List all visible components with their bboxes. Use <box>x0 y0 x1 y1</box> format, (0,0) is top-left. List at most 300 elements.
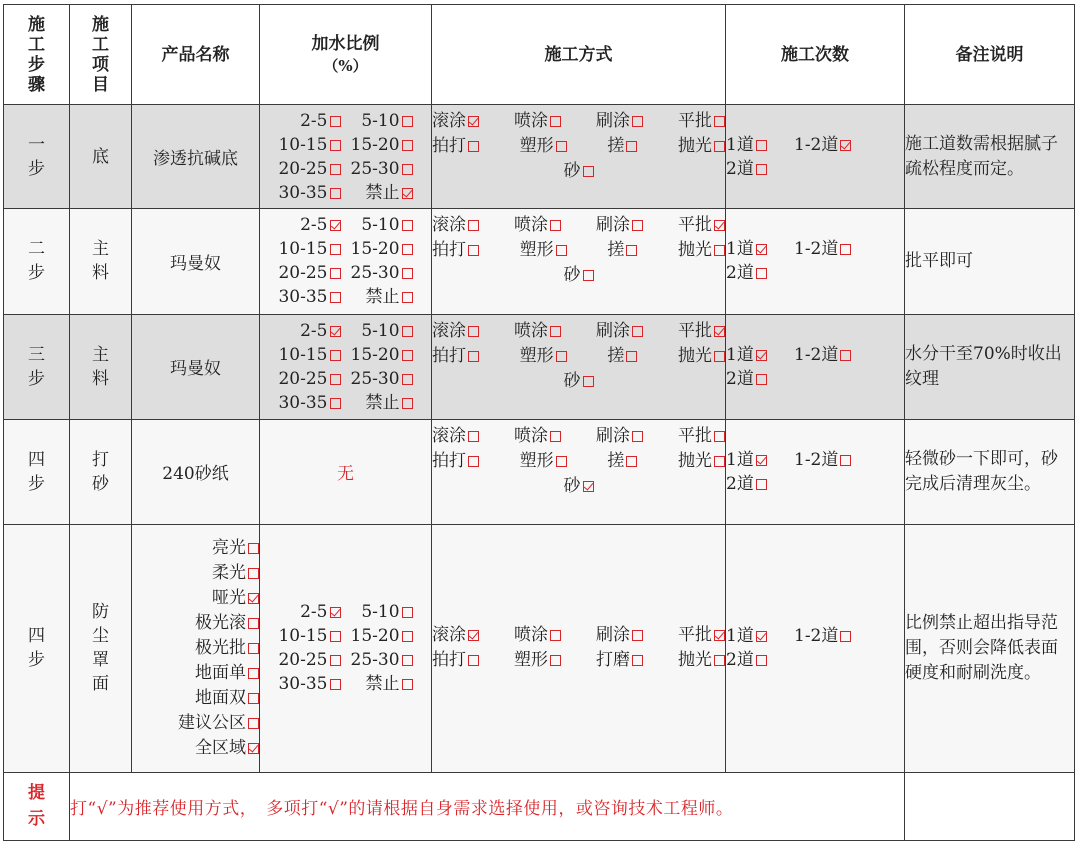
option-label: 10-15 <box>278 134 328 155</box>
empty-checkbox-icon[interactable] <box>330 398 341 409</box>
empty-checkbox-icon[interactable] <box>468 456 479 467</box>
empty-checkbox-icon[interactable] <box>402 268 413 279</box>
product-name: 玛曼奴 <box>170 253 221 274</box>
option <box>726 133 794 157</box>
hint-empty-cell <box>905 772 1075 840</box>
option-label: 打磨 <box>596 650 630 671</box>
option <box>278 183 340 203</box>
option-label: 刷涂 <box>596 425 630 446</box>
option <box>678 238 725 263</box>
empty-checkbox-icon[interactable] <box>402 350 413 361</box>
empty-checkbox-icon[interactable] <box>402 607 413 618</box>
checked-checkbox-icon[interactable] <box>330 326 341 337</box>
option-label: 5-10 <box>361 320 400 341</box>
option-label: 抛光 <box>677 345 712 366</box>
option-label: 20-25 <box>278 263 328 284</box>
option <box>678 134 725 159</box>
option <box>351 369 413 389</box>
step-label: 四步 <box>28 449 45 494</box>
option-label: 30-35 <box>278 392 328 413</box>
ratio-options <box>260 109 431 205</box>
option <box>794 237 851 261</box>
empty-checkbox-icon[interactable] <box>330 268 341 279</box>
empty-checkbox-icon[interactable] <box>550 116 561 127</box>
table-row <box>4 314 1075 419</box>
option <box>678 213 725 238</box>
option <box>366 287 413 307</box>
option <box>564 371 594 391</box>
option <box>726 448 794 472</box>
option-label: 极光滚 <box>195 612 246 633</box>
empty-checkbox-icon[interactable] <box>330 679 341 690</box>
checked-checkbox-icon[interactable] <box>756 455 767 466</box>
option-label: 地面单 <box>195 662 246 683</box>
checked-checkbox-icon[interactable] <box>756 244 767 255</box>
option-label: 滚涂 <box>432 215 466 236</box>
option <box>195 638 259 658</box>
hint-row <box>4 772 1075 840</box>
option-label: 拍打 <box>432 650 466 671</box>
option-label: 1-2道 <box>794 344 839 365</box>
option-label: 禁止 <box>365 182 400 203</box>
empty-checkbox-icon[interactable] <box>714 351 725 362</box>
empty-checkbox-icon[interactable] <box>468 220 479 231</box>
option-label: 搓 <box>607 136 625 156</box>
option <box>351 263 413 283</box>
option <box>361 602 412 622</box>
empty-checkbox-icon[interactable] <box>468 655 479 666</box>
option <box>596 213 643 238</box>
empty-checkbox-icon[interactable] <box>330 244 341 255</box>
option <box>514 213 561 238</box>
option <box>678 449 725 474</box>
count-cell <box>726 209 905 314</box>
empty-checkbox-icon[interactable] <box>632 220 643 231</box>
item-cell <box>70 209 132 314</box>
option-label: 喷涂 <box>514 215 548 236</box>
step-label: 四步 <box>28 626 45 671</box>
empty-checkbox-icon[interactable] <box>550 630 561 641</box>
option-label: 抛光 <box>677 450 712 471</box>
empty-checkbox-icon[interactable] <box>556 141 567 152</box>
empty-checkbox-icon[interactable] <box>756 655 767 666</box>
option-label: 10-15 <box>278 344 328 365</box>
method-cell <box>432 525 726 773</box>
empty-checkbox-icon[interactable] <box>840 455 851 466</box>
note-cell <box>905 525 1075 773</box>
option <box>564 161 594 181</box>
empty-checkbox-icon[interactable] <box>402 164 413 175</box>
ratio-options <box>260 213 431 309</box>
empty-checkbox-icon[interactable] <box>840 244 851 255</box>
empty-checkbox-icon[interactable] <box>248 618 259 629</box>
empty-checkbox-icon[interactable] <box>330 164 341 175</box>
empty-checkbox-icon[interactable] <box>714 456 725 467</box>
empty-checkbox-icon[interactable] <box>468 326 479 337</box>
empty-checkbox-icon[interactable] <box>402 398 413 409</box>
option-label: 亮光 <box>212 537 246 558</box>
option-label: 30-35 <box>278 674 328 695</box>
option <box>520 344 567 369</box>
empty-checkbox-icon[interactable] <box>330 292 341 303</box>
option-label: 1道 <box>726 626 754 647</box>
ratio-options <box>260 600 431 696</box>
option <box>514 648 561 673</box>
table-row <box>4 209 1075 314</box>
empty-checkbox-icon[interactable] <box>840 631 851 642</box>
option-label: 地面双 <box>195 687 246 708</box>
empty-checkbox-icon[interactable] <box>714 431 725 442</box>
empty-checkbox-icon[interactable] <box>402 655 413 666</box>
option-label: 砂 <box>563 265 581 286</box>
option <box>300 602 340 622</box>
option-label: 10-15 <box>278 626 328 647</box>
empty-checkbox-icon[interactable] <box>632 655 643 666</box>
option-label: 1-2道 <box>794 626 839 647</box>
empty-checkbox-icon[interactable] <box>248 643 259 654</box>
option-label: 刷涂 <box>596 215 630 236</box>
note-text: 施工道数需根据腻子疏松程度而定。 <box>905 133 1058 179</box>
option <box>278 287 340 307</box>
ratio-cell <box>260 314 432 419</box>
option-label: 20-25 <box>278 650 328 671</box>
option <box>726 472 767 496</box>
checked-checkbox-icon[interactable] <box>840 140 851 151</box>
option <box>520 134 567 159</box>
option <box>351 626 413 646</box>
empty-checkbox-icon[interactable] <box>402 220 413 231</box>
option <box>195 613 259 633</box>
option-label: 刷涂 <box>596 320 630 341</box>
option-label: 拍打 <box>432 136 466 156</box>
option <box>278 393 340 413</box>
option-label: 1-2道 <box>794 449 839 470</box>
count-cell <box>726 105 905 209</box>
empty-checkbox-icon[interactable] <box>632 431 643 442</box>
option <box>596 623 643 648</box>
method-cell <box>432 105 726 209</box>
option-label: 搓 <box>607 345 625 366</box>
empty-checkbox-icon[interactable] <box>402 244 413 255</box>
option-label: 25-30 <box>350 158 400 179</box>
empty-checkbox-icon[interactable] <box>550 431 561 442</box>
option <box>300 321 340 341</box>
option <box>278 135 340 155</box>
option-label: 拍打 <box>432 240 466 261</box>
option-label: 抛光 <box>677 240 712 261</box>
hint-label-cell <box>4 772 70 840</box>
option <box>596 319 643 344</box>
option-label: 2道 <box>726 158 754 179</box>
product-options-cell <box>132 525 260 773</box>
item-label: 主料 <box>92 239 109 284</box>
empty-checkbox-icon[interactable] <box>330 350 341 361</box>
option-label: 极光批 <box>195 637 246 658</box>
empty-checkbox-icon[interactable] <box>402 679 413 690</box>
option <box>278 263 340 283</box>
item-label: 防尘罩面 <box>92 602 109 695</box>
empty-checkbox-icon[interactable] <box>330 374 341 385</box>
option <box>564 476 594 496</box>
option <box>278 626 340 646</box>
header-count: 施工次数 <box>726 5 905 105</box>
option-label: 刷涂 <box>596 625 630 646</box>
empty-checkbox-icon[interactable] <box>626 245 637 256</box>
ratio-options <box>260 319 431 415</box>
option-label: 塑形 <box>519 345 554 366</box>
note-text: 水分干至70%时收出纹理 <box>905 343 1062 389</box>
note-cell <box>905 209 1075 314</box>
option-label: 建议公区 <box>178 712 246 733</box>
option-label: 1道 <box>726 134 754 155</box>
option-label: 2-5 <box>300 602 328 623</box>
checked-checkbox-icon[interactable] <box>714 630 725 641</box>
product-cell <box>132 314 260 419</box>
option <box>351 159 413 179</box>
option-label: 塑形 <box>519 136 554 156</box>
empty-checkbox-icon[interactable] <box>402 374 413 385</box>
option-label: 1道 <box>726 344 754 365</box>
option <box>726 624 794 648</box>
empty-checkbox-icon[interactable] <box>840 350 851 361</box>
empty-checkbox-icon[interactable] <box>583 166 594 177</box>
empty-checkbox-icon[interactable] <box>550 655 561 666</box>
option-label: 拍打 <box>432 450 466 471</box>
option <box>212 563 259 583</box>
option-label: 平批 <box>678 425 712 446</box>
option <box>596 424 643 449</box>
option-label: 喷涂 <box>514 111 548 131</box>
option <box>514 109 561 134</box>
empty-checkbox-icon[interactable] <box>632 326 643 337</box>
option-label: 滚涂 <box>432 625 466 646</box>
checked-checkbox-icon[interactable] <box>468 116 479 127</box>
empty-checkbox-icon[interactable] <box>330 116 341 127</box>
note-cell <box>905 105 1075 209</box>
option-label: 滚涂 <box>432 425 466 446</box>
empty-checkbox-icon[interactable] <box>756 140 767 151</box>
option-label: 砂 <box>563 475 581 496</box>
option <box>432 344 479 369</box>
header-item: 施工项目 <box>70 5 132 105</box>
empty-checkbox-icon[interactable] <box>714 141 725 152</box>
step-label: 二步 <box>28 239 45 284</box>
checked-checkbox-icon[interactable] <box>402 188 413 199</box>
option <box>278 345 340 365</box>
empty-checkbox-icon[interactable] <box>468 245 479 256</box>
option-label: 平批 <box>678 625 712 646</box>
empty-checkbox-icon[interactable] <box>756 374 767 385</box>
option <box>361 215 412 235</box>
empty-checkbox-icon[interactable] <box>756 479 767 490</box>
option-label: 5-10 <box>361 602 400 623</box>
option-label: 2-5 <box>300 320 328 341</box>
count-cell <box>726 419 905 524</box>
empty-checkbox-icon[interactable] <box>626 141 637 152</box>
step-cell <box>4 209 70 314</box>
option <box>726 648 767 672</box>
ratio-none: 无 <box>337 464 354 485</box>
option-label: 禁止 <box>365 287 400 308</box>
empty-checkbox-icon[interactable] <box>330 631 341 642</box>
option <box>520 449 567 474</box>
header-note: 备注说明 <box>905 5 1075 105</box>
empty-checkbox-icon[interactable] <box>556 456 567 467</box>
checked-checkbox-icon[interactable] <box>756 631 767 642</box>
method-cell <box>432 209 726 314</box>
option-label: 1道 <box>726 449 754 470</box>
option-label: 1-2道 <box>794 134 839 155</box>
checked-checkbox-icon[interactable] <box>248 743 259 754</box>
empty-checkbox-icon[interactable] <box>330 140 341 151</box>
option-label: 塑形 <box>514 650 548 671</box>
option-label: 滚涂 <box>432 320 466 341</box>
option <box>278 159 340 179</box>
empty-checkbox-icon[interactable] <box>248 543 259 554</box>
option-label: 10-15 <box>278 239 328 260</box>
option <box>212 538 259 558</box>
step-cell <box>4 105 70 209</box>
option-label: 平批 <box>678 111 712 131</box>
option <box>366 183 413 203</box>
option <box>726 157 767 181</box>
option <box>726 343 794 367</box>
option <box>366 674 413 694</box>
option <box>678 109 725 134</box>
empty-checkbox-icon[interactable] <box>248 668 259 679</box>
option-label: 20-25 <box>278 368 328 389</box>
option <box>794 133 851 157</box>
empty-checkbox-icon[interactable] <box>248 568 259 579</box>
option <box>432 623 479 648</box>
ratio-cell <box>260 419 432 524</box>
product-name: 渗透抗碱底 <box>153 149 238 170</box>
option <box>195 738 259 758</box>
option <box>432 424 479 449</box>
empty-checkbox-icon[interactable] <box>248 718 259 729</box>
count-cell <box>726 314 905 419</box>
empty-checkbox-icon[interactable] <box>583 376 594 387</box>
empty-checkbox-icon[interactable] <box>468 141 479 152</box>
option <box>361 321 412 341</box>
item-label: 主料 <box>92 344 109 389</box>
checked-checkbox-icon[interactable] <box>583 481 594 492</box>
option-label: 喷涂 <box>514 425 548 446</box>
option <box>432 449 479 474</box>
empty-checkbox-icon[interactable] <box>330 655 341 666</box>
empty-checkbox-icon[interactable] <box>714 655 725 666</box>
empty-checkbox-icon[interactable] <box>402 116 413 127</box>
empty-checkbox-icon[interactable] <box>402 292 413 303</box>
empty-checkbox-icon[interactable] <box>550 220 561 231</box>
empty-checkbox-icon[interactable] <box>402 140 413 151</box>
checked-checkbox-icon[interactable] <box>756 350 767 361</box>
empty-checkbox-icon[interactable] <box>756 268 767 279</box>
header-method: 施工方式 <box>432 5 726 105</box>
option-label: 平批 <box>678 215 712 236</box>
item-cell <box>70 105 132 209</box>
note-text: 比例禁止超出指导范围，否则会降低表面硬度和耐刷洗度。 <box>905 612 1058 683</box>
option <box>607 449 637 474</box>
empty-checkbox-icon[interactable] <box>248 693 259 704</box>
option-label: 喷涂 <box>514 625 548 646</box>
option-label: 25-30 <box>350 263 400 284</box>
option-label: 20-25 <box>278 158 328 179</box>
option <box>432 213 479 238</box>
option <box>514 623 561 648</box>
option <box>564 265 594 285</box>
option <box>278 650 340 670</box>
empty-checkbox-icon[interactable] <box>756 164 767 175</box>
checked-checkbox-icon[interactable] <box>714 220 725 231</box>
method-cell <box>432 314 726 419</box>
empty-checkbox-icon[interactable] <box>583 270 594 281</box>
option-label: 2道 <box>726 650 754 671</box>
checked-checkbox-icon[interactable] <box>714 326 725 337</box>
option-label: 5-10 <box>361 110 400 131</box>
product-cell <box>132 105 260 209</box>
option-label: 15-20 <box>350 344 400 365</box>
ratio-cell <box>260 525 432 773</box>
empty-checkbox-icon[interactable] <box>550 326 561 337</box>
option-label: 砂 <box>563 370 581 391</box>
note-text: 轻微砂一下即可，砂完成后清理灰尘。 <box>905 448 1058 494</box>
checked-checkbox-icon[interactable] <box>330 607 341 618</box>
option <box>678 319 725 344</box>
table-row <box>4 105 1075 209</box>
option <box>678 623 725 648</box>
empty-checkbox-icon[interactable] <box>626 456 637 467</box>
step-cell <box>4 314 70 419</box>
empty-checkbox-icon[interactable] <box>714 245 725 256</box>
option-label: 抛光 <box>678 650 712 671</box>
option-label: 柔光 <box>212 562 246 583</box>
empty-checkbox-icon[interactable] <box>468 431 479 442</box>
header-ratio: 加水比例 （%） <box>260 5 432 105</box>
empty-checkbox-icon[interactable] <box>714 116 725 127</box>
empty-checkbox-icon[interactable] <box>632 630 643 641</box>
product-name: 240砂纸 <box>162 464 229 485</box>
header-row <box>4 5 1075 105</box>
checked-checkbox-icon[interactable] <box>330 220 341 231</box>
option-label: 25-30 <box>350 650 400 671</box>
note-cell <box>905 419 1075 524</box>
option <box>726 367 767 391</box>
empty-checkbox-icon[interactable] <box>556 245 567 256</box>
empty-checkbox-icon[interactable] <box>402 326 413 337</box>
empty-checkbox-icon[interactable] <box>626 351 637 362</box>
empty-checkbox-icon[interactable] <box>556 351 567 362</box>
option <box>300 215 340 235</box>
header-step: 施工步骤 <box>4 5 70 105</box>
option <box>361 111 412 131</box>
checked-checkbox-icon[interactable] <box>248 593 259 604</box>
item-label: 打砂 <box>92 449 109 494</box>
product-name: 玛曼奴 <box>170 359 221 380</box>
empty-checkbox-icon[interactable] <box>330 188 341 199</box>
option <box>195 688 259 708</box>
checked-checkbox-icon[interactable] <box>468 630 479 641</box>
empty-checkbox-icon[interactable] <box>632 116 643 127</box>
option-label: 塑形 <box>519 450 554 471</box>
option-label: 30-35 <box>278 287 328 308</box>
option <box>351 135 413 155</box>
empty-checkbox-icon[interactable] <box>402 631 413 642</box>
option-label: 哑光 <box>212 587 246 608</box>
option <box>366 393 413 413</box>
empty-checkbox-icon[interactable] <box>468 351 479 362</box>
option <box>726 261 767 285</box>
